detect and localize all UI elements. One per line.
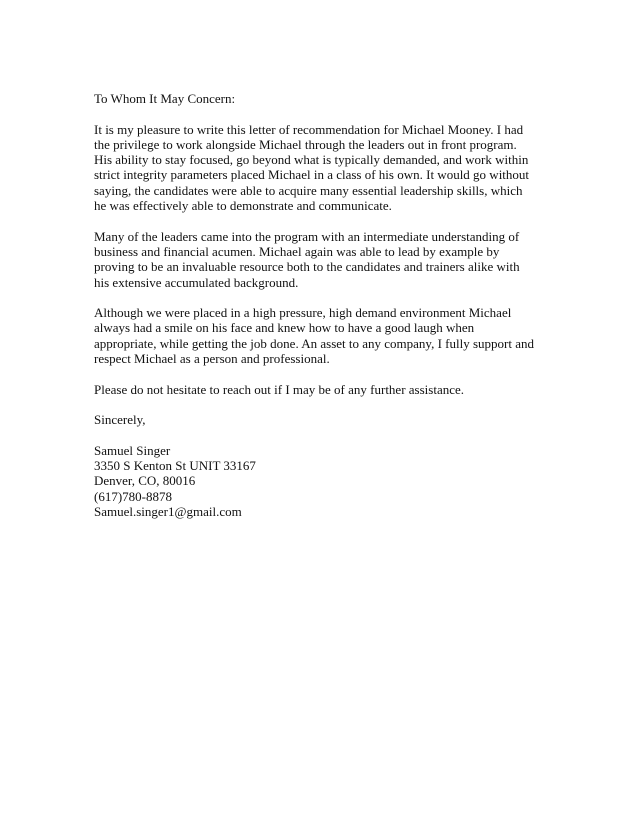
closing: Sincerely, xyxy=(94,412,146,428)
paragraph-line: It is my pleasure to write this letter of recommendation for Michael Mooney. I had xyxy=(94,121,524,137)
paragraph-spacer xyxy=(94,366,564,381)
paragraph-line: appropriate, while getting the job done. An asset to any company, I fully support and xyxy=(94,335,534,351)
signature-address-line: Denver, CO, 80016 xyxy=(94,473,196,489)
signature-name: Samuel Singer xyxy=(94,442,171,458)
paragraph-spacer xyxy=(94,106,564,121)
paragraph-line: Many of the leaders came into the program with an intermediate understanding of xyxy=(94,228,520,244)
paragraph-3 xyxy=(94,305,564,366)
paragraph-4 xyxy=(94,382,564,397)
paragraph-line: strict integrity parameters placed Michael in a class of his own. It would go without xyxy=(94,167,530,183)
signature-address-line: 3350 S Kenton St UNIT 33167 xyxy=(94,458,256,474)
paragraph-line: respect Michael as a person and professional. xyxy=(94,351,330,367)
signature-email: Samuel.singer1@gmail.com xyxy=(94,504,242,520)
paragraph-1 xyxy=(94,122,564,214)
paragraph-line: the privilege to work alongside Michael through the leaders out in front program. xyxy=(94,136,517,152)
paragraph-2 xyxy=(94,229,564,290)
paragraph-line: His ability to stay focused, go beyond what is typically demanded, and work within xyxy=(94,152,529,168)
paragraph-line: his extensive accumulated background. xyxy=(94,274,299,290)
paragraph-line: he was effectively able to demonstrate and communicate. xyxy=(94,198,392,214)
paragraph-spacer xyxy=(94,213,564,228)
paragraph-line: Please do not hesitate to reach out if I may be of any further assistance. xyxy=(94,381,465,397)
letter-body xyxy=(94,91,564,519)
paragraph-line: proving to be an invaluable resource both to the candidates and trainers alike with xyxy=(94,259,520,275)
signature-phone: (617)780-8878 xyxy=(94,488,172,504)
paragraph-spacer xyxy=(94,428,564,443)
paragraph-line: Although we were placed in a high pressure, high demand environment Michael xyxy=(94,305,512,321)
paragraph-spacer xyxy=(94,290,564,305)
paragraph-line: always had a smile on his face and knew how to have a good laugh when xyxy=(94,320,475,336)
signature-block xyxy=(94,443,564,519)
paragraph-line: business and financial acumen. Michael again was able to lead by example by xyxy=(94,243,500,259)
paragraph-spacer xyxy=(94,397,564,412)
paragraph-line: saying, the candidates were able to acquire many essential leadership skills, which xyxy=(94,182,523,198)
salutation: To Whom It May Concern: xyxy=(94,91,236,106)
